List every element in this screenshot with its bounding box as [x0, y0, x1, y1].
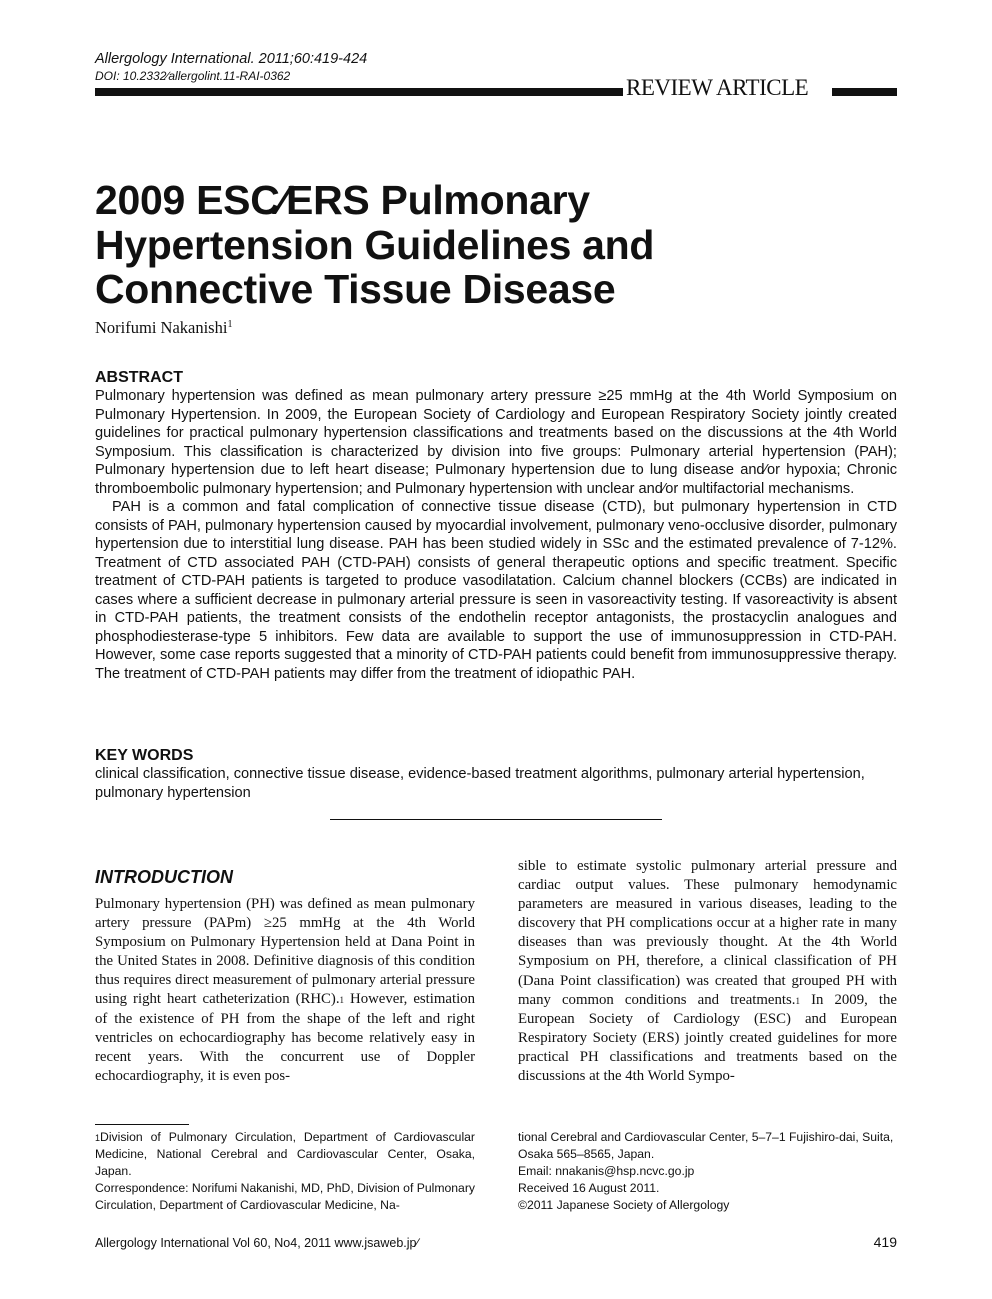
- footnote-rule: [95, 1124, 189, 1125]
- header-rule-right: [832, 88, 897, 96]
- author: [95, 318, 232, 338]
- introduction-left-column: [95, 895, 475, 1086]
- page-number: 419: [873, 1234, 897, 1250]
- abstract: [95, 368, 897, 683]
- citation-ref[interactable]: 1: [795, 995, 800, 1006]
- keywords-heading: KEY WORDS: [95, 747, 194, 764]
- footnotes-right: [518, 1129, 897, 1214]
- correspondence-continued: tional Cerebral and Cardiovascular Center, 5–7–1 Fujishiro-dai, Suita, Osaka 565–8565, Japan.: [518, 1130, 894, 1161]
- keywords-text: clinical classification, connective tissue disease, evidence-based treatment algorithms, pulmonary arterial hypertension, pulmonary hypertension: [95, 766, 865, 801]
- footnotes-left: [95, 1129, 475, 1214]
- author-name: Norifumi Nakanishi: [95, 318, 228, 337]
- abstract-paragraph-2: PAH is a common and fatal complication of connective tissue disease (CTD), but pulmonary hypertension in CTD consists of PAH, pulmonary hypertension caused by myocardial involvement, pulmonary veno-occlusive disorder, pulmonary hypertension due to interstitial lung disease. PAH has been studied widely in SSc and the estimated prevalence of 7-12%. Treatment of CTD associated PAH (CTD-PAH) consists of general therapeutic options and specific treatment. Specific treatment of CTD-PAH patients is targeted to produce vasodilatation. Calcium channel blockers (CCBs) are indicated in cases where a sufficient decrease in pulmonary arterial pressure is seen in vasoreactivity testing. If vasoreactivity is absent in CTD-PAH patients, the treatment consists of the endothelin receptor antagonists, the prostacyclin analogues and phosphodiesterase-type 5 inhibitors. Few data are available to support the use of immunosuppression in CTD-PAH. However, some case reports suggested that a minority of CTD-PAH patients could benefit from immunosuppressive therapy. The treatment of CTD-PAH patients may differ from the treatment of idiopathic PAH.: [95, 499, 897, 682]
- copyright-line: ©2011 Japanese Society of Allergology: [518, 1198, 730, 1212]
- footer-journal-info: Allergology International Vol 60, No4, 2011 www.jsaweb.jp∕: [95, 1236, 419, 1250]
- intro-right-text-a: sible to estimate systolic pulmonary arterial pressure and cardiac output values. These pulmonary hemodynamic parameters are measured in various diseases, leading to the discovery that PH complications occur at a higher rate in many diseases than was previously thought. At the 4th World Symposium on PH, therefore, a clinical classification of PH (Dana Point classification) was created that grouped PH with many common conditions and treatments.: [518, 858, 897, 1008]
- intro-right-text-b: In 2009, the European Society of Cardiology (ESC) and European Respiratory Society (ERS) jointly created guidelines for more practical PH classifications and treatments based on the discussions at the 4th World Sympo-: [518, 991, 897, 1085]
- received-date: Received 16 August 2011.: [518, 1181, 660, 1195]
- email-line[interactable]: Email: nnakanis@hsp.ncvc.go.jp: [518, 1164, 695, 1178]
- affiliation-text: Division of Pulmonary Circulation, Department of Cardiovascular Medicine, National Cerebral and Cardiovascular Center, Osaka, Japan.: [95, 1130, 475, 1178]
- introduction-heading: INTRODUCTION: [95, 867, 233, 887]
- abstract-paragraph-1: Pulmonary hypertension was defined as mean pulmonary artery pressure ≥25 mmHg at the 4th World Symposium on Pulmonary Hypertension. In 2009, the European Society of Cardiology and European Respiratory Society jointly created guidelines for practical pulmonary hypertension classifications and treatments based on the discussions at the 4th World Symposium. This classification is characterized by division into five groups: Pulmonary arterial hypertension (PAH); Pulmonary hypertension due to left heart disease; Pulmonary hypertension due to lung disease and∕or hypoxia; Chronic thromboembolic pulmonary hypertension; and Pulmonary hypertension with unclear and∕or multifactorial mechanisms.: [95, 388, 897, 497]
- journal-citation: Allergology International. 2011;60:419-424: [95, 51, 368, 67]
- article-title: 2009 ESC∕ERS Pulmonary Hypertension Guidelines and Connective Tissue Disease: [95, 177, 655, 312]
- doi: DOI: 10.2332∕allergolint.11-RAI-0362: [95, 69, 291, 83]
- correspondence-footnote: Correspondence: Norifumi Nakanishi, MD, PhD, Division of Pulmonary Circulation, Department of Cardiovascular Medicine, Na-: [95, 1181, 475, 1212]
- introduction-right-column: [518, 857, 897, 1086]
- section-divider: [330, 819, 662, 820]
- affiliation-footnote: [95, 1129, 475, 1180]
- citation-ref[interactable]: 1: [339, 995, 345, 1006]
- author-affiliation-mark: 1: [227, 319, 233, 330]
- intro-left-text-b: However, estimation of the existence of PH from the shape of the left and right ventricles on echocardiography has become relatively easy in recent years. With the concurrent use of Doppler echocardiography, it is even pos-: [95, 991, 475, 1084]
- intro-left-text-a: Pulmonary hypertension (PH) was defined as mean pulmonary artery pressure (PAPm) ≥25 mmHg at the 4th World Symposium on Pulmonary Hypertension held at Dana Point in the United States in 2008. Definitive diagnosis of this condition thus requires direct measurement of pulmonary arterial pressure using right heart catheterization (RHC).: [95, 896, 475, 1008]
- header-rule-left: [95, 88, 623, 96]
- keywords: [95, 746, 897, 803]
- affiliation-mark: 1: [95, 1133, 101, 1143]
- abstract-heading: ABSTRACT: [95, 369, 183, 386]
- article-type-label: REVIEW ARTICLE: [626, 75, 809, 100]
